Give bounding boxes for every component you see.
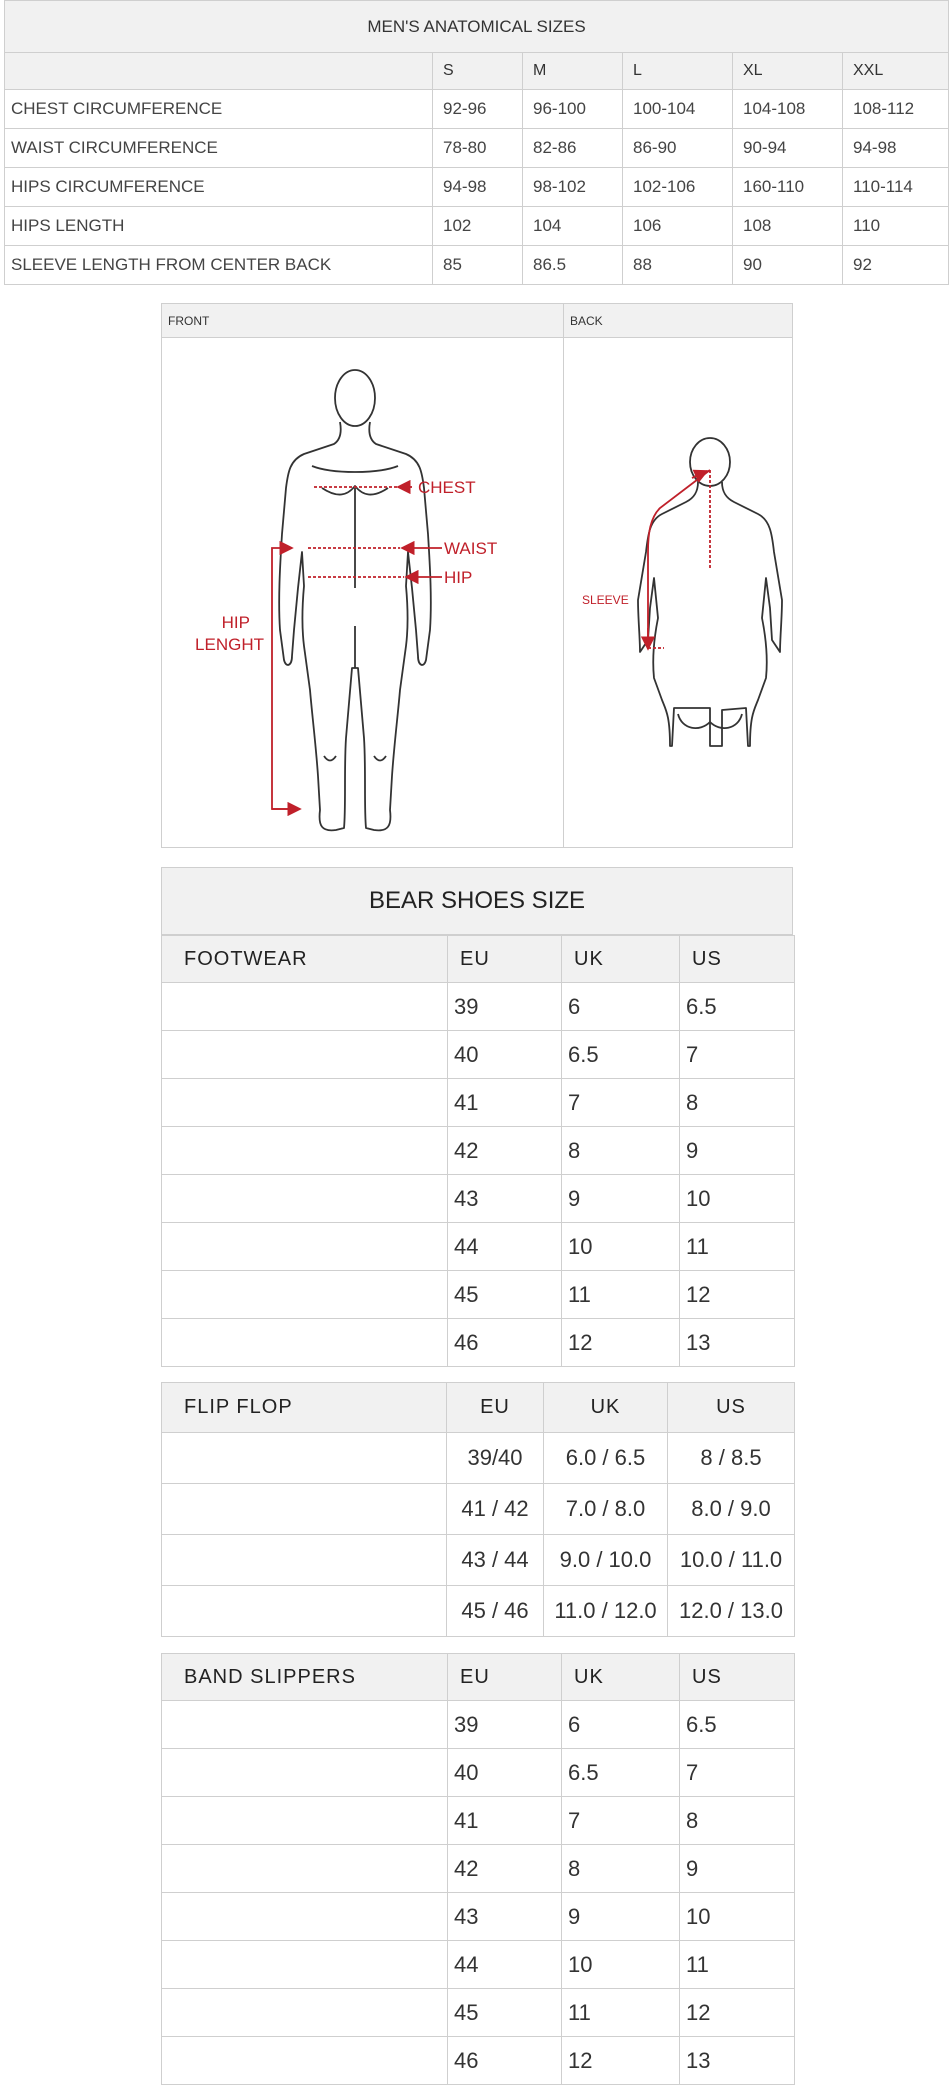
hip-length-label-line2: LENGHT <box>195 635 264 654</box>
size-value: 9 <box>680 1845 795 1893</box>
measurement-value: 92-96 <box>433 90 523 129</box>
size-value: 42 <box>448 1127 562 1175</box>
front-body-outline <box>279 370 431 830</box>
size-header-xl: XL <box>733 53 843 90</box>
measurement-value: 78-80 <box>433 129 523 168</box>
size-value: 39 <box>448 983 562 1031</box>
size-value: 7.0 / 8.0 <box>544 1484 668 1535</box>
size-value: 11 <box>562 1989 680 2037</box>
size-value: 10 <box>562 1223 680 1271</box>
size-header-l: L <box>623 53 733 90</box>
flip-flop-col-eu: EU <box>447 1383 544 1433</box>
band-slippers-col-us: US <box>680 1654 795 1701</box>
size-row <box>162 1175 795 1223</box>
sleeve-label: SLEEVE <box>582 593 629 607</box>
band-slippers-col-uk: UK <box>562 1654 680 1701</box>
size-row <box>162 1319 795 1367</box>
anatomical-header-row <box>5 53 949 90</box>
size-value: 39/40 <box>447 1433 544 1484</box>
footwear-col-us: US <box>680 936 795 983</box>
measurement-label: CHEST CIRCUMFERENCE <box>5 90 433 129</box>
size-value: 8.0 / 9.0 <box>668 1484 795 1535</box>
measurement-figure <box>161 303 793 848</box>
measurement-value: 108 <box>733 207 843 246</box>
footwear-col-eu: EU <box>448 936 562 983</box>
size-value: 12 <box>680 1989 795 2037</box>
size-row-blank <box>162 1797 448 1845</box>
hip-length-label-line1: HIP <box>221 613 250 632</box>
size-value: 7 <box>680 1031 795 1079</box>
size-value: 43 <box>448 1175 562 1223</box>
size-value: 10 <box>680 1175 795 1223</box>
measurement-value: 90-94 <box>733 129 843 168</box>
measurement-value: 86.5 <box>523 246 623 285</box>
size-value: 43 / 44 <box>447 1535 544 1586</box>
measurement-value: 110 <box>843 207 949 246</box>
size-value: 41 <box>448 1797 562 1845</box>
size-row-blank <box>162 1175 448 1223</box>
size-value: 13 <box>680 1319 795 1367</box>
front-header: FRONT <box>162 304 563 338</box>
size-value: 10 <box>680 1893 795 1941</box>
measurement-value: 82-86 <box>523 129 623 168</box>
size-row-blank <box>162 1031 448 1079</box>
measurement-value: 108-112 <box>843 90 949 129</box>
size-value: 8 <box>562 1845 680 1893</box>
size-row-blank <box>162 2037 448 2085</box>
measurement-value: 94-98 <box>433 168 523 207</box>
measurement-value: 104 <box>523 207 623 246</box>
measurement-label: SLEEVE LENGTH FROM CENTER BACK <box>5 246 433 285</box>
measurement-value: 92 <box>843 246 949 285</box>
size-value: 12 <box>562 2037 680 2085</box>
anatomical-row <box>5 246 949 285</box>
band-slippers-label: BAND SLIPPERS <box>162 1654 448 1701</box>
size-value: 11.0 / 12.0 <box>544 1586 668 1637</box>
size-value: 13 <box>680 2037 795 2085</box>
size-value: 41 / 42 <box>447 1484 544 1535</box>
measurement-value: 102-106 <box>623 168 733 207</box>
measurement-value: 110-114 <box>843 168 949 207</box>
size-value: 8 <box>680 1079 795 1127</box>
footwear-label: FOOTWEAR <box>162 936 448 983</box>
size-row-blank <box>162 1989 448 2037</box>
size-value: 10.0 / 11.0 <box>668 1535 795 1586</box>
footwear-col-uk: UK <box>562 936 680 983</box>
size-value: 45 <box>448 1271 562 1319</box>
size-value: 43 <box>448 1893 562 1941</box>
size-value: 12 <box>680 1271 795 1319</box>
size-row-blank <box>162 1893 448 1941</box>
size-row <box>162 1433 795 1484</box>
anatomical-row <box>5 129 949 168</box>
measurement-value: 96-100 <box>523 90 623 129</box>
measurement-value: 98-102 <box>523 168 623 207</box>
size-value: 9 <box>562 1893 680 1941</box>
size-value: 9 <box>562 1175 680 1223</box>
measurement-value: 102 <box>433 207 523 246</box>
size-row <box>162 983 795 1031</box>
anatomical-row <box>5 168 949 207</box>
size-value: 12.0 / 13.0 <box>668 1586 795 1637</box>
size-row-blank <box>162 1701 448 1749</box>
size-row <box>162 2037 795 2085</box>
size-value: 41 <box>448 1079 562 1127</box>
measurement-value: 85 <box>433 246 523 285</box>
measurement-value: 100-104 <box>623 90 733 129</box>
size-value: 10 <box>562 1941 680 1989</box>
body-diagram <box>162 338 792 847</box>
measurement-value: 88 <box>623 246 733 285</box>
measurement-label: WAIST CIRCUMFERENCE <box>5 129 433 168</box>
anatomical-size-table <box>4 0 949 285</box>
measurement-label: HIPS CIRCUMFERENCE <box>5 168 433 207</box>
chest-label: CHEST <box>418 478 476 497</box>
size-row <box>162 1797 795 1845</box>
measurement-value: 104-108 <box>733 90 843 129</box>
size-value: 39 <box>448 1701 562 1749</box>
size-value: 9.0 / 10.0 <box>544 1535 668 1586</box>
size-row-blank <box>162 1433 447 1484</box>
size-row <box>162 1223 795 1271</box>
size-row-blank <box>162 1535 447 1586</box>
size-row-blank <box>162 1941 448 1989</box>
size-value: 44 <box>448 1941 562 1989</box>
size-value: 8 <box>562 1127 680 1175</box>
size-value: 11 <box>680 1223 795 1271</box>
flip-flop-col-uk: UK <box>544 1383 668 1433</box>
size-value: 45 / 46 <box>447 1586 544 1637</box>
size-value: 6.5 <box>680 1701 795 1749</box>
size-value: 9 <box>680 1127 795 1175</box>
measurement-value: 106 <box>623 207 733 246</box>
size-row-blank <box>162 1749 448 1797</box>
size-value: 7 <box>680 1749 795 1797</box>
band-slippers-table <box>161 1653 795 2085</box>
flip-flop-label: FLIP FLOP <box>162 1383 447 1433</box>
size-value: 11 <box>680 1941 795 1989</box>
size-header-xxl: XXL <box>843 53 949 90</box>
size-value: 8 <box>680 1797 795 1845</box>
size-value: 7 <box>562 1797 680 1845</box>
size-value: 6.5 <box>562 1749 680 1797</box>
footwear-header-row <box>162 936 795 983</box>
size-row <box>162 1271 795 1319</box>
size-value: 6.5 <box>680 983 795 1031</box>
anatomical-row <box>5 90 949 129</box>
size-row <box>162 1031 795 1079</box>
size-row-blank <box>162 1845 448 1893</box>
size-row <box>162 1989 795 2037</box>
measurement-label: HIPS LENGTH <box>5 207 433 246</box>
size-row-blank <box>162 1484 447 1535</box>
footwear-table <box>161 935 795 1367</box>
size-row <box>162 1535 795 1586</box>
size-value: 6.0 / 6.5 <box>544 1433 668 1484</box>
bear-shoes-title: BEAR SHOES SIZE <box>161 867 793 935</box>
size-row-blank <box>162 1319 448 1367</box>
size-value: 6 <box>562 983 680 1031</box>
size-row <box>162 1484 795 1535</box>
size-value: 7 <box>562 1079 680 1127</box>
size-value: 42 <box>448 1845 562 1893</box>
measurement-value: 160-110 <box>733 168 843 207</box>
size-row <box>162 1749 795 1797</box>
measurement-value: 90 <box>733 246 843 285</box>
size-value: 12 <box>562 1319 680 1367</box>
anatomical-table-title: MEN'S ANATOMICAL SIZES <box>5 1 949 53</box>
size-row <box>162 1701 795 1749</box>
waist-label: WAIST <box>444 539 498 558</box>
size-value: 45 <box>448 1989 562 2037</box>
size-row <box>162 1079 795 1127</box>
hip-label: HIP <box>444 568 473 587</box>
size-value: 46 <box>448 1319 562 1367</box>
size-value: 6.5 <box>562 1031 680 1079</box>
size-row-blank <box>162 1127 448 1175</box>
measurement-value: 86-90 <box>623 129 733 168</box>
flip-flop-header-row <box>162 1383 795 1433</box>
size-row <box>162 1127 795 1175</box>
size-row-blank <box>162 983 448 1031</box>
size-row <box>162 1941 795 1989</box>
band-slippers-header-row <box>162 1654 795 1701</box>
size-header-s: S <box>433 53 523 90</box>
size-value: 11 <box>562 1271 680 1319</box>
size-value: 40 <box>448 1749 562 1797</box>
size-value: 8 / 8.5 <box>668 1433 795 1484</box>
flip-flop-col-us: US <box>668 1383 795 1433</box>
size-value: 40 <box>448 1031 562 1079</box>
size-row <box>162 1586 795 1637</box>
size-row <box>162 1845 795 1893</box>
size-row <box>162 1893 795 1941</box>
size-value: 6 <box>562 1701 680 1749</box>
measurement-value: 94-98 <box>843 129 949 168</box>
anatomical-row <box>5 207 949 246</box>
size-row-blank <box>162 1586 447 1637</box>
size-row-blank <box>162 1271 448 1319</box>
size-value: 44 <box>448 1223 562 1271</box>
back-header: BACK <box>564 304 792 338</box>
flip-flop-table <box>161 1382 795 1637</box>
size-row-blank <box>162 1223 448 1271</box>
size-header-m: M <box>523 53 623 90</box>
band-slippers-col-eu: EU <box>448 1654 562 1701</box>
header-blank-cell <box>5 53 433 90</box>
size-row-blank <box>162 1079 448 1127</box>
back-body-outline <box>638 438 782 746</box>
size-value: 46 <box>448 2037 562 2085</box>
